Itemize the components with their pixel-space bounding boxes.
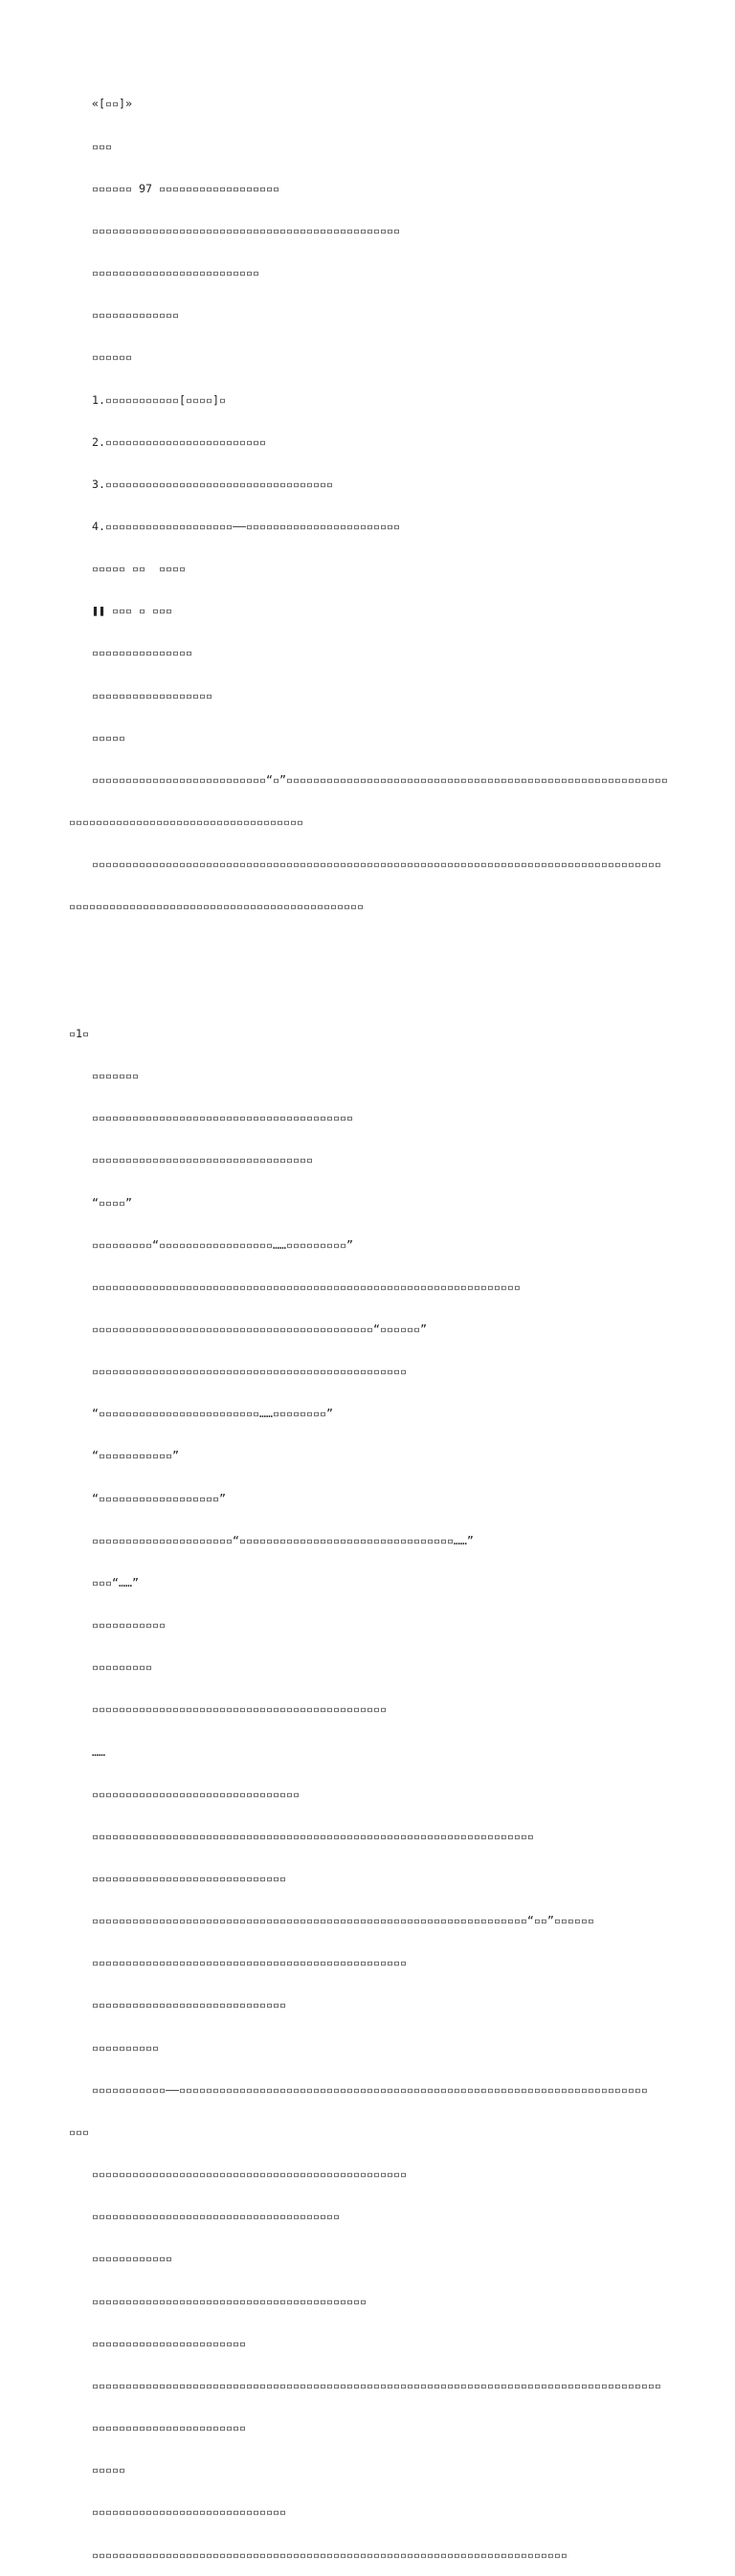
text-line: ▫▫▫▫▫▫▫▫▫▫▫▫▫▫▫▫▫▫▫▫▫▫▫▫▫▫▫▫▫▫▫▫▫▫▫▫▫▫▫: [92, 1111, 353, 1125]
text-line: ▫▫▫▫▫▫▫▫▫▫▫▫▫▫▫▫▫▫▫▫▫▫▫▫▫: [92, 266, 259, 280]
text-line: ▫▫▫▫▫▫▫▫▫▫▫▫▫▫▫▫▫▫▫▫▫▫▫: [92, 2336, 246, 2350]
text-line: ▫▫▫▫▫▫▫▫▫▫: [92, 2040, 159, 2054]
text-line: ▫▫▫▫▫▫▫▫▫▫▫▫▫▫▫▫▫▫▫▫▫▫▫▫▫▫▫▫▫▫▫▫▫▫▫▫▫▫▫▫▫▫▫▫▫▫▫▫▫▫▫▫▫▫▫▫▫▫▫▫▫▫▫▫: [92, 1279, 521, 1294]
text-line: ▫▫▫▫▫▫▫▫▫▫▫▫▫▫▫▫▫▫: [92, 688, 212, 702]
text-line: ▫▫▫▫▫▫▫▫▫▫▫▫▫▫▫▫▫▫▫▫▫▫▫▫▫▫▫▫▫▫▫▫▫▫▫▫▫▫▫▫▫▫▫▫: [92, 1702, 387, 1717]
text-line: ▫▫▫▫▫▫▫▫▫▫▫▫▫▫▫▫▫▫▫▫▫▫▫▫▫▫▫▫▫▫▫▫▫▫▫▫▫▫▫▫▫▫▫▫▫▫▫▫▫▫▫▫▫▫▫▫▫▫▫▫▫▫▫▫▫▫: [92, 1829, 534, 1843]
text-line: ▫▫▫▫▫▫ 97 ▫▫▫▫▫▫▫▫▫▫▫▫▫▫▫▫▫▫: [92, 181, 279, 195]
text-line: ▫▫▫: [92, 139, 112, 153]
text-line: ▫▫▫▫▫▫▫▫▫▫▫▫▫▫▫▫▫▫▫▫▫▫▫▫▫▫▫▫▫▫▫▫▫▫▫▫▫▫▫▫▫▫▫▫▫▫▫▫▫▫▫▫▫▫▫▫▫▫▫▫▫▫▫▫▫▫▫▫▫▫▫▫▫▫▫▫▫▫▫▫▫▫▫▫▫: [92, 857, 661, 872]
text-line: ▫▫▫▫▫ ▫▫ ▫▫▫▫: [92, 562, 186, 576]
text-line: ▫▫▫▫▫: [92, 730, 125, 744]
list-item: 4.▫▫▫▫▫▫▫▫▫▫▫▫▫▫▫▫▫▫▫——▫▫▫▫▫▫▫▫▫▫▫▫▫▫▫▫▫▫▫▫▫▫▫: [92, 520, 400, 533]
text-line: ▫▫▫▫▫▫▫▫▫▫▫▫▫▫▫▫▫▫▫▫▫▫▫▫▫▫▫▫▫▫▫▫▫▫▫▫▫▫▫▫▫▫▫▫▫▫▫▫▫▫▫▫▫▫▫▫▫▫▫▫▫▫▫▫▫▫▫▫▫▫▫: [92, 2547, 568, 2562]
text-line: “▫▫▫▫▫▫▫▫▫▫▫”: [92, 1449, 179, 1463]
text-line: ▫▫▫▫▫▫▫▫▫▫▫▫▫▫▫▫▫▫▫▫▫▫▫▫▫▫▫▫▫▫▫: [92, 1787, 300, 1801]
text-line: ▫▫▫▫▫▫▫▫▫▫▫▫▫▫▫▫▫▫▫▫▫▫▫▫▫▫▫▫▫▫▫▫▫▫▫▫▫▫▫▫▫▫▫▫▫▫▫▫▫▫▫▫▫▫▫▫▫▫▫▫▫▫▫▫▫▫▫▫▫▫▫▫▫▫▫▫▫▫▫▫▫▫▫▫▫: [92, 2378, 661, 2392]
text-line: ▫▫▫▫▫▫▫▫▫▫▫▫▫▫▫▫▫▫▫▫▫▫▫▫▫▫▫▫▫▫▫▫▫▫▫▫▫▫▫▫▫▫▫▫▫▫▫: [92, 1956, 407, 1970]
text-line: ▫▫▫▫▫▫▫▫▫▫▫▫▫▫▫▫▫▫▫▫▫▫▫▫▫▫▫▫▫▫▫▫▫▫▫▫▫▫▫▫▫▫“▫▫▫▫▫▫”: [92, 1321, 427, 1336]
text-line: ▫▫▫▫▫▫▫▫▫▫▫▫▫▫▫▫▫▫▫▫▫▫▫▫▫▫▫▫▫▫▫▫▫▫▫▫▫▫▫▫▫▫▫▫▫▫▫: [92, 2167, 407, 2182]
chapter-heading: ▫1▫: [69, 1026, 89, 1040]
text-line: ▫▫▫▫▫▫▫: [92, 1069, 139, 1083]
text-line: ▫▫▫▫▫▫▫▫▫▫▫▫▫▫▫▫▫▫▫▫▫▫▫▫▫▫▫▫▫▫▫▫▫▫▫▫▫: [92, 2210, 340, 2224]
text-line: ▫▫▫“……”: [92, 1575, 139, 1589]
text-line: ▫▫▫▫▫: [92, 2463, 125, 2477]
text-line: ▫▫▫▫▫▫▫▫▫“▫▫▫▫▫▫▫▫▫▫▫▫▫▫▫▫▫……▫▫▫▫▫▫▫▫▫”: [92, 1237, 353, 1252]
text-line: ❚❚ ▫▫▫ ▫ ▫▫▫: [92, 604, 172, 618]
text-line: ▫▫▫▫▫▫▫▫▫▫▫: [92, 1618, 166, 1632]
text-line: ▫▫▫▫▫▫▫▫▫▫▫▫▫▫▫▫▫▫▫▫▫▫▫▫▫▫▫▫▫▫▫▫▫▫▫▫▫▫▫▫▫▫▫▫: [69, 899, 364, 914]
text-line: ▫▫▫▫▫▫: [92, 350, 132, 365]
text-line: ……: [92, 1744, 105, 1759]
text-line: ▫▫▫▫▫▫▫▫▫▫▫▫▫▫▫▫▫▫▫▫▫▫▫▫▫▫▫▫▫▫▫▫▫▫▫▫▫▫▫▫▫▫▫▫▫▫▫▫▫▫▫▫▫▫▫▫▫▫▫▫▫▫▫▫▫“▫▫”▫▫▫▫▫▫: [92, 1914, 594, 1928]
text-line: “▫▫▫▫▫▫▫▫▫▫▫▫▫▫▫▫▫▫▫▫▫▫▫▫……▫▫▫▫▫▫▫▫”: [92, 1407, 333, 1421]
text-line: ▫▫▫▫▫▫▫▫▫▫▫▫▫▫▫▫▫▫▫▫▫▫▫▫▫▫▫▫▫▫▫▫▫▫▫: [69, 815, 303, 830]
blank-line: [69, 985, 729, 999]
text-line: “▫▫▫▫▫▫▫▫▫▫▫▫▫▫▫▫▫▫”: [92, 1491, 226, 1505]
list-item: 3.▫▫▫▫▫▫▫▫▫▫▫▫▫▫▫▫▫▫▫▫▫▫▫▫▫▫▫▫▫▫▫▫▫▫: [92, 477, 333, 491]
book-title: «[▫▫]»: [92, 97, 132, 111]
text-line: ▫▫▫▫▫▫▫▫▫: [92, 1660, 152, 1675]
text-line: “▫▫▫▫”: [92, 1195, 132, 1210]
text-line: ▫▫▫▫▫▫▫▫▫▫▫▫▫▫▫▫▫▫▫▫▫▫▫▫▫▫“▫”▫▫▫▫▫▫▫▫▫▫▫▫▫▫▫▫▫▫▫▫▫▫▫▫▫▫▫▫▫▫▫▫▫▫▫▫▫▫▫▫▫▫▫▫▫▫▫▫▫▫▫▫▫▫▫▫▫: [92, 772, 668, 787]
text-line: ▫▫▫▫▫▫▫▫▫▫▫▫▫▫▫▫▫▫▫▫▫▫▫▫▫▫▫▫▫▫▫▫▫: [92, 1153, 313, 1167]
text-line: ▫▫▫▫▫▫▫▫▫▫▫▫: [92, 2252, 172, 2266]
list-item: 1.▫▫▫▫▫▫▫▫▫▫▫[▫▫▫▫]▫: [92, 392, 226, 407]
text-line: ▫▫▫▫▫▫▫▫▫▫▫▫▫: [92, 308, 179, 322]
list-item: 2.▫▫▫▫▫▫▫▫▫▫▫▫▫▫▫▫▫▫▫▫▫▫▫▫: [92, 434, 266, 449]
text-line: ▫▫▫▫▫▫▫▫▫▫▫▫▫▫▫▫▫▫▫▫▫“▫▫▫▫▫▫▫▫▫▫▫▫▫▫▫▫▫▫▫▫▫▫▫▫▫▫▫▫▫▫▫▫……”: [92, 1533, 474, 1547]
text-line: ▫▫▫▫▫▫▫▫▫▫▫▫▫▫▫▫▫▫▫▫▫▫▫▫▫▫▫▫▫▫▫▫▫▫▫▫▫▫▫▫▫▫▫▫▫▫: [92, 223, 400, 237]
text-line: ▫▫▫▫▫▫▫▫▫▫▫▫▫▫▫▫▫▫▫▫▫▫▫: [92, 2421, 246, 2435]
text-line: ▫▫▫▫▫▫▫▫▫▫▫▫▫▫▫▫▫▫▫▫▫▫▫▫▫▫▫▫▫▫▫▫▫▫▫▫▫▫▫▫▫: [92, 2294, 367, 2308]
text-line: ▫▫▫▫▫▫▫▫▫▫▫▫▫▫▫▫▫▫▫▫▫▫▫▫▫▫▫▫▫: [92, 1872, 286, 1885]
text-line: ▫▫▫▫▫▫▫▫▫▫▫——▫▫▫▫▫▫▫▫▫▫▫▫▫▫▫▫▫▫▫▫▫▫▫▫▫▫▫▫▫▫▫▫▫▫▫▫▫▫▫▫▫▫▫▫▫▫▫▫▫▫▫▫▫▫▫▫▫▫▫▫▫▫▫▫▫▫▫▫▫▫: [92, 2082, 648, 2097]
text-line: ▫▫▫: [69, 2124, 89, 2139]
text-line: ▫▫▫▫▫▫▫▫▫▫▫▫▫▫▫▫▫▫▫▫▫▫▫▫▫▫▫▫▫▫▫▫▫▫▫▫▫▫▫▫▫▫▫▫▫▫▫: [92, 1365, 407, 1379]
document-page: [69, 69, 729, 2576]
blank-line: [69, 943, 729, 957]
text-line: ▫▫▫▫▫▫▫▫▫▫▫▫▫▫▫▫▫▫▫▫▫▫▫▫▫▫▫▫▫: [92, 2505, 286, 2520]
text-line: ▫▫▫▫▫▫▫▫▫▫▫▫▫▫▫: [92, 646, 192, 660]
text-line: ▫▫▫▫▫▫▫▫▫▫▫▫▫▫▫▫▫▫▫▫▫▫▫▫▫▫▫▫▫: [92, 1998, 286, 2012]
